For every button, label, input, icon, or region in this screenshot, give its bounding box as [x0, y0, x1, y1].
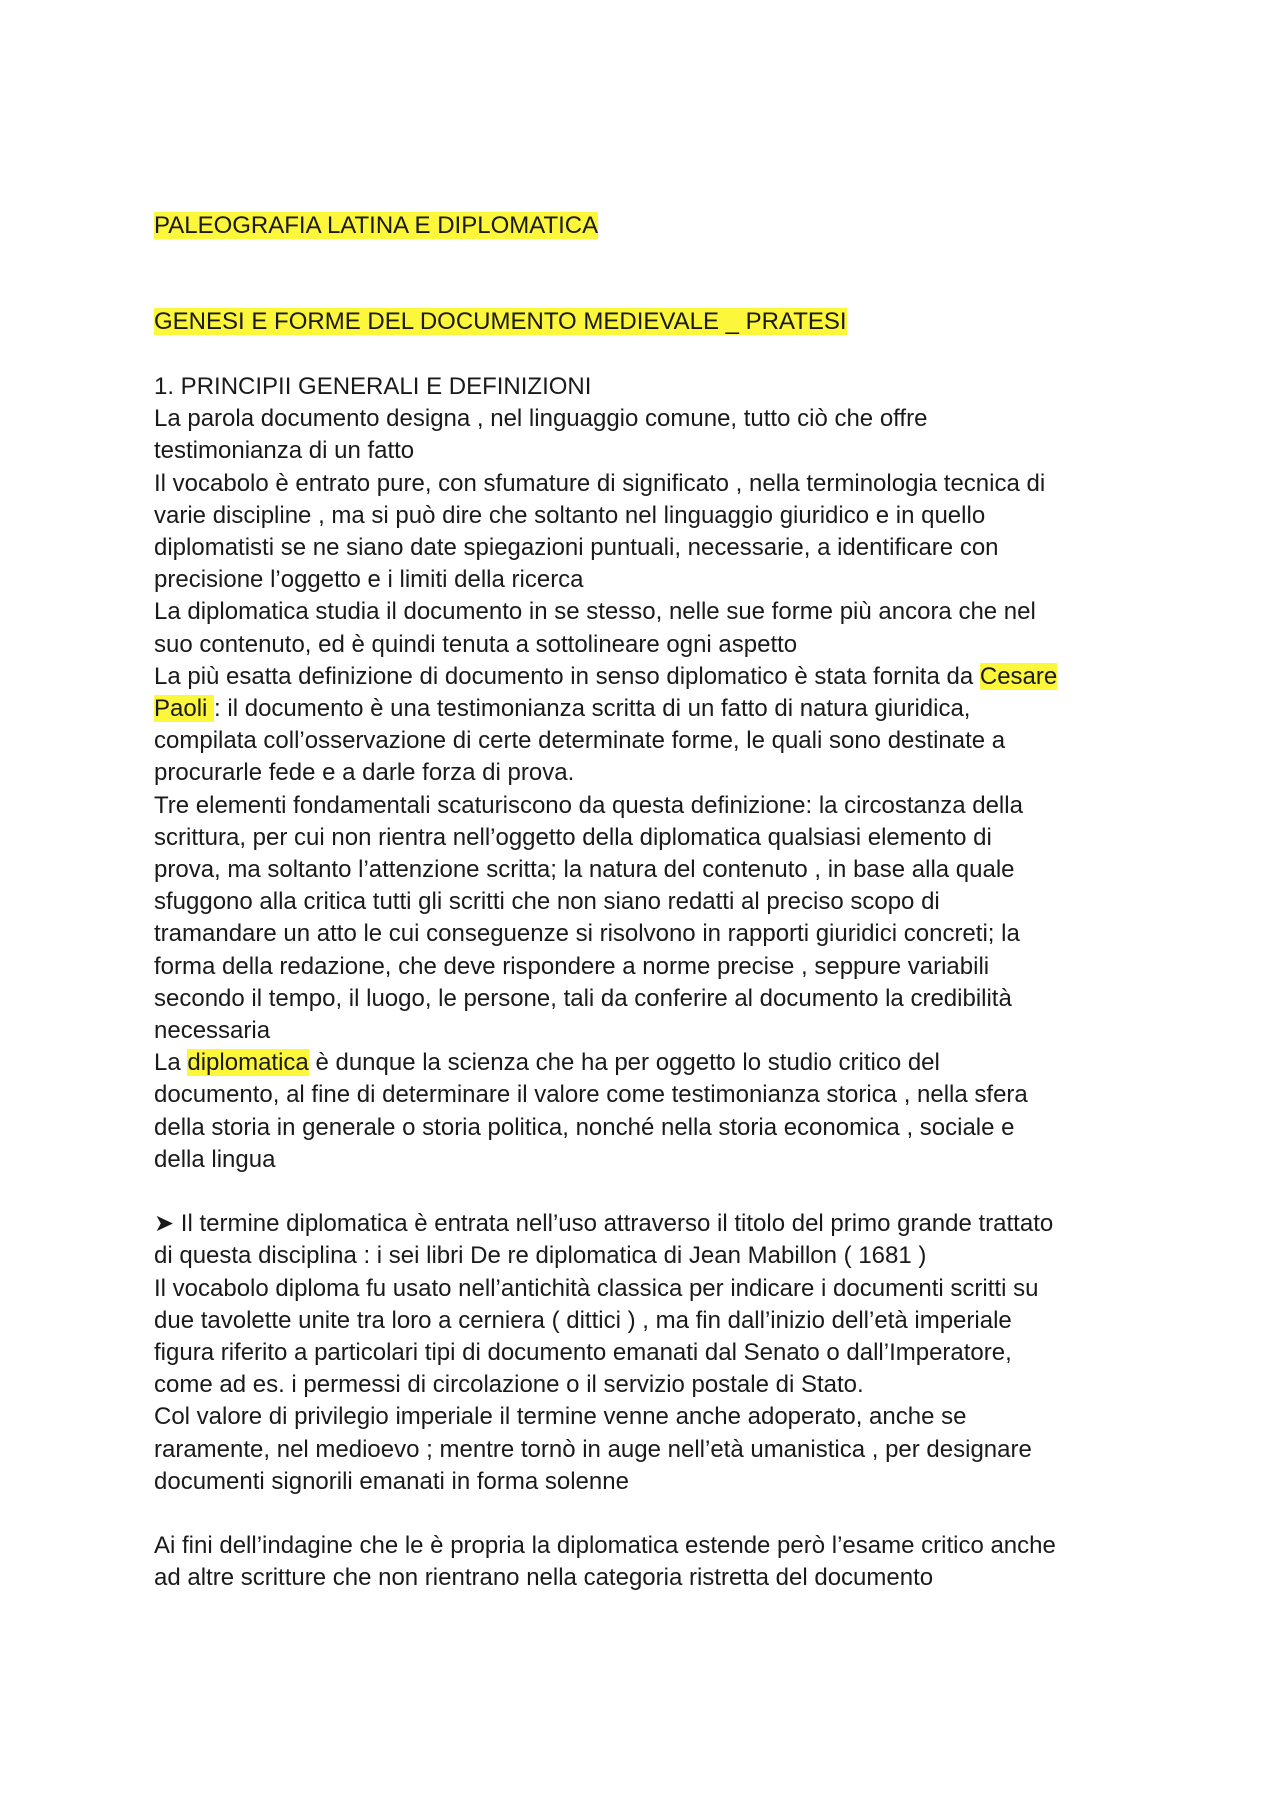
text-line: scrittura, per cui non rientra nell’oggetto della diplomatica qualsiasi elemento di [154, 823, 992, 851]
text-line: procurarle fede e a darle forza di prova. [154, 759, 575, 787]
text-line: ➤ Il termine diplomatica è entrata nell’uso attraverso il titolo del primo grande trattato [154, 1210, 1054, 1238]
text-line: suo contenuto, ed è quindi tenuta a sottolineare ogni aspetto [154, 630, 798, 658]
highlight-paoli: Paoli [154, 695, 215, 723]
text-line: Tre elementi fondamentali scaturiscono da questa definizione: la circostanza della [154, 791, 1023, 819]
text-line: documenti signorili emanati in forma solenne [154, 1467, 629, 1495]
paragraph-gap [154, 1498, 1144, 1530]
document-title [154, 210, 1144, 242]
text-line: due tavolette unite tra loro a cerniera ( dittici ) , ma fin dall’inizio dell’età imperiale [154, 1306, 1012, 1334]
text-line: Ai fini dell’indagine che le è propria la diplomatica estende però l’esame critico anche [154, 1532, 1056, 1560]
text-line-with-highlight [154, 1047, 1144, 1079]
section-heading: 1. PRINCIPII GENERALI E DEFINIZIONI [154, 373, 592, 400]
text-line: della lingua [154, 1145, 276, 1173]
document-subtitle [154, 306, 1144, 338]
highlight-diplomatica: diplomatica [187, 1049, 309, 1077]
text-line: Il vocabolo diploma fu usato nell’antichità classica per indicare i documenti scritti su [154, 1274, 1039, 1302]
text-segment: : il documento è una testimonianza scritta di un fatto di natura giuridica, [214, 695, 971, 723]
text-line: come ad es. i permessi di circolazione o il servizio postale di Stato. [154, 1371, 864, 1399]
text-line: raramente, nel medioevo ; mentre tornò in auge nell’età umanistica , per designare [154, 1435, 1032, 1463]
text-line: tramandare un atto le cui conseguenze si risolvono in rapporti giuridici concreti; la [154, 920, 1020, 948]
text-line: precisione l’oggetto e i limiti della ricerca [154, 566, 584, 594]
text-line: Il vocabolo è entrato pure, con sfumature di significato , nella terminologia tecnica di [154, 469, 1046, 497]
text-line: ad altre scritture che non rientrano nella categoria ristretta del documento [154, 1564, 934, 1592]
text-line: La diplomatica studia il documento in se stesso, nelle sue forme più ancora che nel [154, 598, 1036, 626]
text-segment: è dunque la scienza che ha per oggetto lo studio critico del [308, 1049, 940, 1077]
body-text [154, 371, 1144, 1595]
text-line: sfuggono alla critica tutti gli scritti che non siano redatti al preciso scopo di [154, 888, 940, 916]
title-highlight: PALEOGRAFIA LATINA E DIPLOMATICA [154, 212, 599, 239]
text-line: forma della redazione, che deve rispondere a norme precise , seppure variabili [154, 952, 990, 980]
text-segment: La più esatta definizione di documento in senso diplomatico è stata fornita da [154, 662, 980, 690]
text-line: documento, al fine di determinare il valore come testimonianza storica , nella sfera [154, 1081, 1028, 1109]
text-line: secondo il tempo, il luogo, le persone, tali da conferire al documento la credibilità [154, 984, 1012, 1012]
paragraph-gap [154, 1176, 1144, 1208]
text-segment: La [154, 1049, 188, 1077]
text-line: necessaria [154, 1017, 271, 1045]
subtitle-highlight: GENESI E FORME DEL DOCUMENTO MEDIEVALE _ PRATESI [154, 308, 847, 335]
text-line-with-highlight [154, 693, 1144, 725]
text-line: della storia in generale o storia politica, nonché nella storia economica , sociale e [154, 1113, 1015, 1141]
text-line: prova, ma soltanto l’attenzione scritta; la natura del contenuto , in base alla quale [154, 856, 1015, 884]
text-line: testimonianza di un fatto [154, 437, 415, 465]
text-line-with-highlight [154, 661, 1144, 693]
text-line: figura riferito a particolari tipi di documento emanati dal Senato o dall’Imperatore, [154, 1339, 1012, 1367]
text-line: compilata coll’osservazione di certe determinate forme, le quali sono destinate a [154, 727, 1006, 755]
text-line: Col valore di privilegio imperiale il termine venne anche adoperato, anche se [154, 1403, 967, 1431]
text-line: di questa disciplina : i sei libri De re diplomatica di Jean Mabillon ( 1681 ) [154, 1242, 927, 1270]
highlight-cesare: Cesare [979, 662, 1058, 690]
text-line: diplomatisti se ne siano date spiegazioni puntuali, necessarie, a identificare con [154, 534, 999, 562]
text-line: La parola documento designa , nel linguaggio comune, tutto ciò che offre [154, 405, 928, 433]
text-line: varie discipline , ma si può dire che soltanto nel linguaggio giuridico e in quello [154, 501, 986, 529]
